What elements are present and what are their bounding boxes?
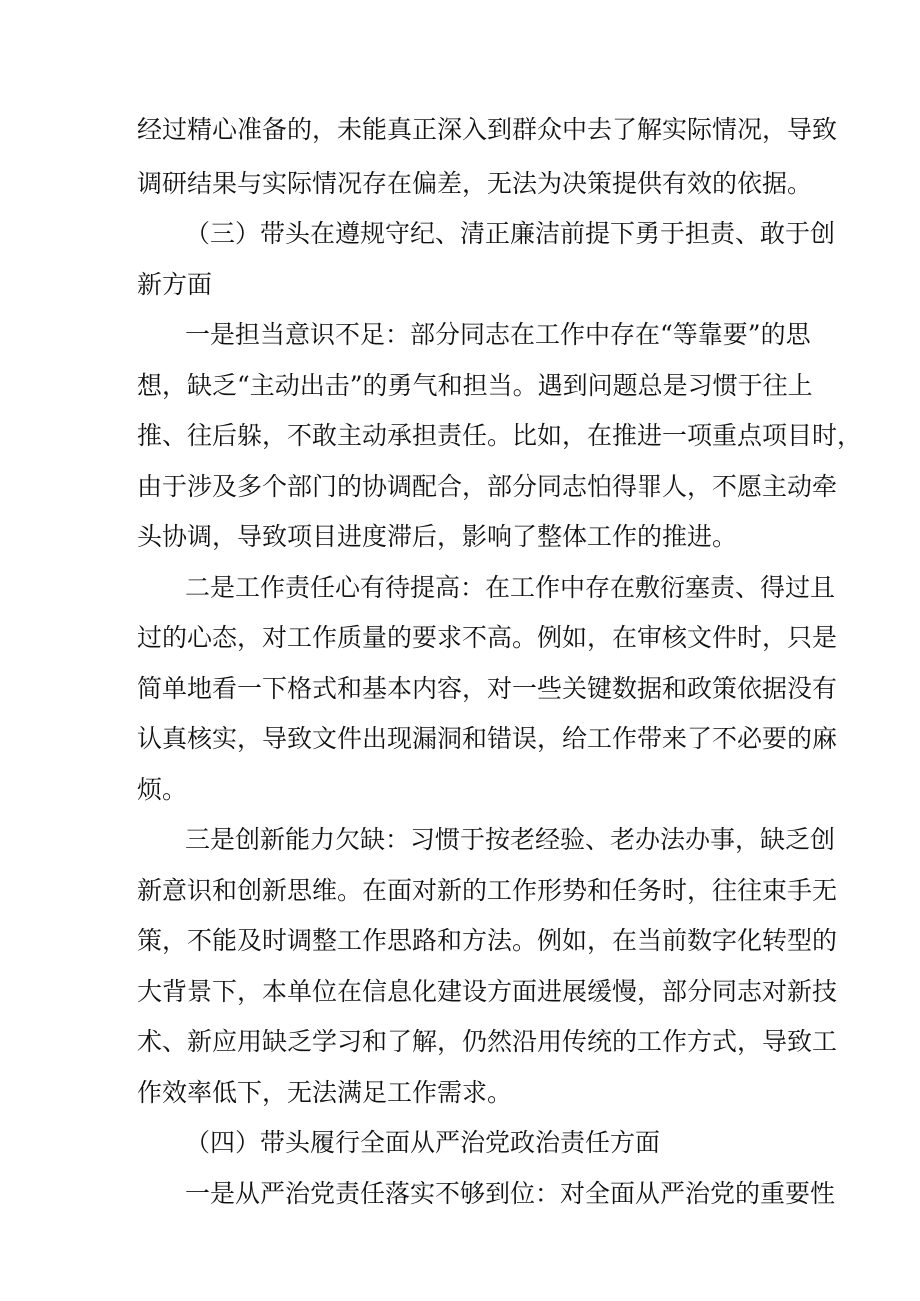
paragraph-line: 推、往后躲，不敢主动承担责任。比如，在推进一项重点项目时，: [137, 421, 863, 450]
paragraph-line: 大背景下，本单位在信息化建设方面进展缓慢，部分同志对新技: [137, 977, 838, 1006]
section-heading: 新方面: [137, 270, 213, 299]
section-heading: （四）带头履行全面从严治党政治责任方面: [185, 1128, 661, 1157]
section-heading: （三）带头在遵规守纪、清正廉洁前提下勇于担责、敢于创: [185, 219, 836, 248]
paragraph-line: 头协调，导致项目进度滞后，影响了整体工作的推进。: [137, 522, 738, 551]
paragraph-line: 策，不能及时调整工作思路和方法。例如，在当前数字化转型的: [137, 926, 838, 955]
paragraph-line: 新意识和创新思维。在面对新的工作形势和任务时，往往束手无: [137, 876, 838, 905]
paragraph-line: 术、新应用缺乏学习和了解，仍然沿用传统的工作方式，导致工: [137, 1027, 838, 1056]
paragraph-line: 过的心态，对工作质量的要求不高。例如，在审核文件时，只是: [137, 623, 838, 652]
paragraph-line: 一是从严治党责任落实不够到位：对全面从严治党的重要性: [185, 1179, 836, 1208]
paragraph-line: 调研结果与实际情况存在偏差，无法为决策提供有效的依据。: [137, 169, 813, 198]
paragraph-line: 一是担当意识不足：部分同志在工作中存在“等靠要”的思: [185, 320, 811, 349]
paragraph-line: 由于涉及多个部门的协调配合，部分同志怕得罪人，不愿主动牵: [137, 472, 838, 501]
paragraph-line: 三是创新能力欠缺：习惯于按老经验、老办法办事，缺乏创: [185, 825, 836, 854]
paragraph-line: 经过精心准备的，未能真正深入到群众中去了解实际情况，导致: [137, 115, 838, 144]
paragraph-line: 认真核实，导致文件出现漏洞和错误，给工作带来了不必要的麻: [137, 724, 838, 753]
paragraph-line: 简单地看一下格式和基本内容，对一些关键数据和政策依据没有: [137, 674, 838, 703]
paragraph-line: 二是工作责任心有待提高：在工作中存在敷衍塞责、得过且: [185, 573, 836, 602]
paragraph-line: 想，缺乏“主动出击”的勇气和担当。遇到问题总是习惯于往上: [137, 371, 813, 400]
paragraph-line: 烦。: [137, 775, 188, 804]
paragraph-line: 作效率低下，无法满足工作需求。: [137, 1078, 513, 1107]
